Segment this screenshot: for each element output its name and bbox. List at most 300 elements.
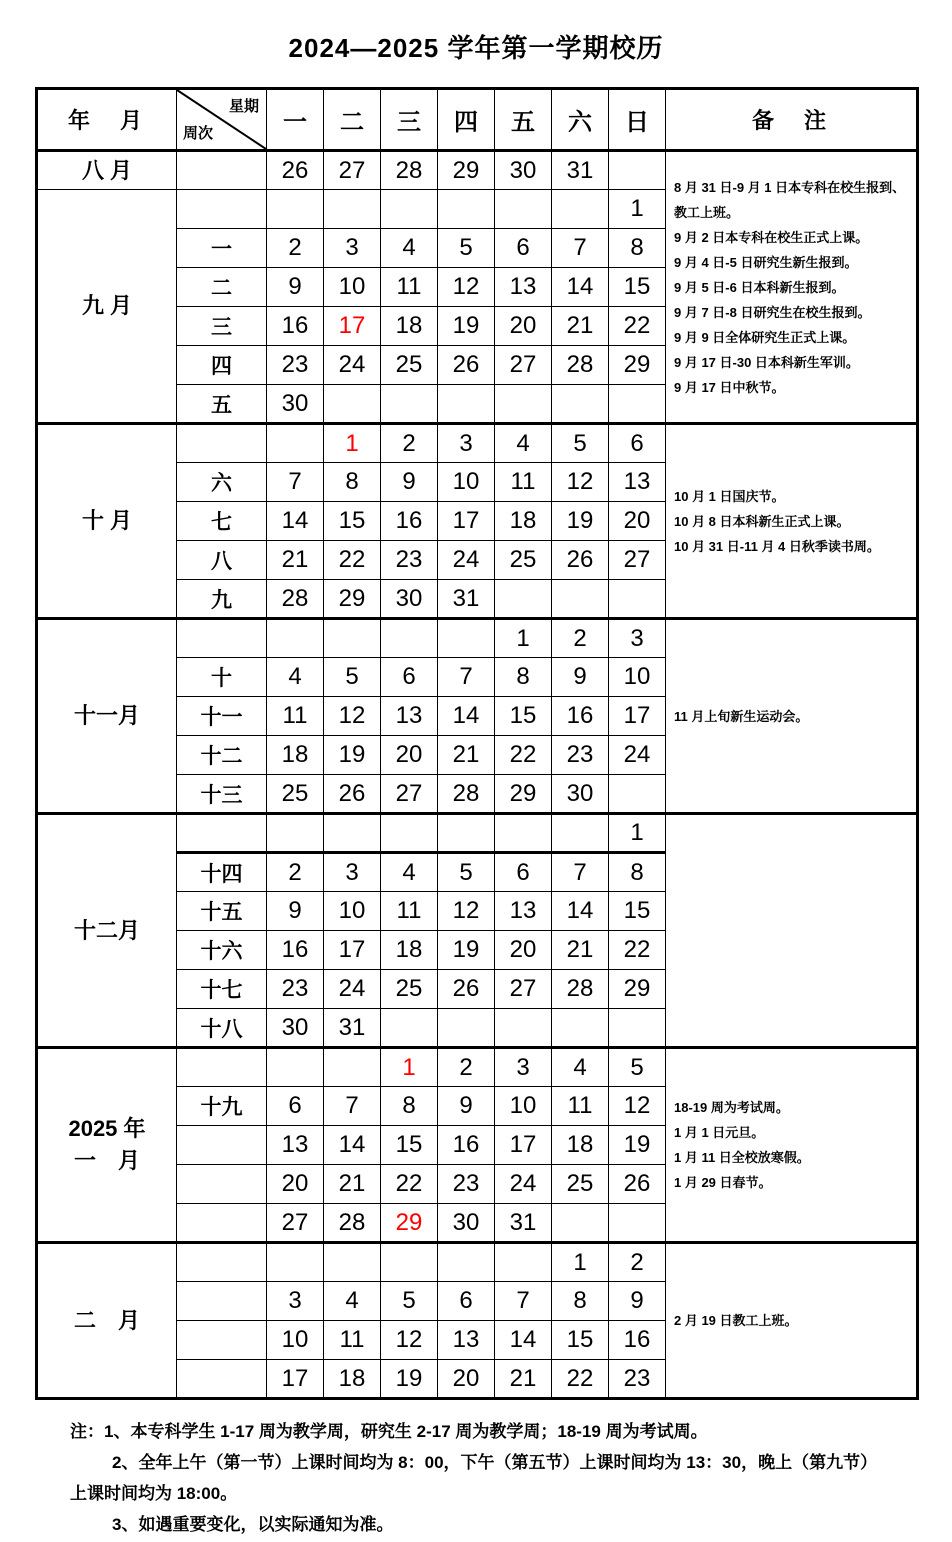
- remark-line: 10 月 8 日本科新生正式上课。: [674, 513, 850, 529]
- day-cell: 1: [609, 814, 666, 853]
- week-number-cell: 九: [177, 580, 267, 619]
- remark-line: 9 月 4 日-5 日研究生新生报到。: [674, 254, 858, 270]
- day-cell: 29: [324, 580, 381, 619]
- day-cell: 24: [324, 346, 381, 385]
- day-cell: 19: [609, 1126, 666, 1165]
- month-label: 十一月: [37, 619, 177, 814]
- day-cell: 14: [324, 1126, 381, 1165]
- day-cell: 19: [552, 502, 609, 541]
- day-cell: 6: [381, 658, 438, 697]
- day-cell: 30: [552, 775, 609, 814]
- day-cell: 1: [495, 619, 552, 658]
- day-cell: 31: [552, 151, 609, 190]
- day-cell: 18: [381, 931, 438, 970]
- calendar-body: [37, 151, 918, 1399]
- day-cell: 27: [381, 775, 438, 814]
- day-cell: [438, 385, 495, 424]
- day-cell: 3: [267, 1282, 324, 1321]
- day-cell: 14: [552, 892, 609, 931]
- day-cell: 18: [267, 736, 324, 775]
- day-cell: 9: [267, 268, 324, 307]
- day-cell: 29: [609, 970, 666, 1009]
- week-number-cell: [177, 1282, 267, 1321]
- day-cell: 11: [495, 463, 552, 502]
- day-cell: [324, 385, 381, 424]
- day-cell: 9: [552, 658, 609, 697]
- week-number-cell: 十六: [177, 931, 267, 970]
- day-cell: 26: [438, 346, 495, 385]
- day-cell: [381, 1009, 438, 1048]
- week-number-cell: 十五: [177, 892, 267, 931]
- calendar-row: [37, 424, 918, 463]
- day-cell: 8: [552, 1282, 609, 1321]
- day-cell: 7: [552, 229, 609, 268]
- day-cell: 26: [438, 970, 495, 1009]
- day-cell: 6: [495, 229, 552, 268]
- day-cell: 23: [552, 736, 609, 775]
- week-number-cell: [177, 1360, 267, 1399]
- day-cell: 5: [324, 658, 381, 697]
- week-number-cell: 八: [177, 541, 267, 580]
- day-cell: 2: [267, 853, 324, 892]
- day-cell: 8: [381, 1087, 438, 1126]
- week-number-cell: 十四: [177, 853, 267, 892]
- day-cell: 13: [438, 1321, 495, 1360]
- day-cell: 18: [552, 1126, 609, 1165]
- day-cell: 15: [552, 1321, 609, 1360]
- remarks-cell: [666, 1243, 918, 1399]
- day-cell: 28: [324, 1204, 381, 1243]
- day-cell: 23: [267, 970, 324, 1009]
- day-cell: 2: [552, 619, 609, 658]
- day-cell: 15: [324, 502, 381, 541]
- day-cell: 21: [438, 736, 495, 775]
- day-cell: 13: [495, 892, 552, 931]
- calendar-row: [37, 151, 918, 190]
- day-cell: 22: [609, 931, 666, 970]
- day-cell: 27: [609, 541, 666, 580]
- day-cell: 21: [267, 541, 324, 580]
- day-cell: [438, 1009, 495, 1048]
- day-cell: 4: [552, 1048, 609, 1087]
- day-cell: 15: [381, 1126, 438, 1165]
- day-cell: 3: [495, 1048, 552, 1087]
- day-cell: 10: [267, 1321, 324, 1360]
- week-number-cell: [177, 1321, 267, 1360]
- day-cell: 1: [552, 1243, 609, 1282]
- day-cell: 23: [609, 1360, 666, 1399]
- day-cell: 22: [552, 1360, 609, 1399]
- day-cell: [552, 1009, 609, 1048]
- week-number-cell: [177, 424, 267, 463]
- day-cell: 28: [552, 346, 609, 385]
- remark-line: 2 月 19 日教工上班。: [674, 1313, 798, 1328]
- day-cell: 20: [267, 1165, 324, 1204]
- day-cell: 4: [324, 1282, 381, 1321]
- day-cell: 10: [438, 463, 495, 502]
- day-cell: 25: [552, 1165, 609, 1204]
- week-number-cell: 七: [177, 502, 267, 541]
- day-cell: [324, 814, 381, 853]
- day-cell: 31: [438, 580, 495, 619]
- day-cell: [381, 1243, 438, 1282]
- day-cell: 27: [324, 151, 381, 190]
- remarks-cell: [666, 151, 918, 424]
- day-cell: 26: [267, 151, 324, 190]
- day-cell: 28: [438, 775, 495, 814]
- weekday-header-thu: 四: [438, 89, 495, 151]
- footnote-line: 3、如遇重要变化，以实际通知为准。: [112, 1515, 394, 1534]
- remark-line: 1 月 29 日春节。: [674, 1175, 772, 1190]
- calendar-table: [35, 87, 919, 1400]
- day-cell: 6: [495, 853, 552, 892]
- day-cell: 7: [324, 1087, 381, 1126]
- day-cell: 6: [267, 1087, 324, 1126]
- day-cell: 10: [495, 1087, 552, 1126]
- day-cell: 17: [324, 931, 381, 970]
- week-number-cell: 五: [177, 385, 267, 424]
- month-label: 十 月: [37, 424, 177, 619]
- day-cell: 1: [381, 1048, 438, 1087]
- week-number-cell: 十二: [177, 736, 267, 775]
- day-cell: 22: [495, 736, 552, 775]
- day-cell: 24: [495, 1165, 552, 1204]
- day-cell: 16: [267, 307, 324, 346]
- day-cell: 19: [324, 736, 381, 775]
- day-cell: [552, 190, 609, 229]
- day-cell: 8: [609, 229, 666, 268]
- day-cell: 23: [381, 541, 438, 580]
- day-cell: 9: [609, 1282, 666, 1321]
- day-cell: 22: [324, 541, 381, 580]
- remark-line: 1 月 11 日全校放寒假。: [674, 1150, 810, 1165]
- footnote-line: 2、全年上午（第一节）上课时间均为 8：00，下午（第五节）上课时间均为 13：30，晚上（第九节）: [112, 1453, 878, 1472]
- day-cell: 31: [324, 1009, 381, 1048]
- day-cell: 4: [381, 229, 438, 268]
- day-cell: [438, 619, 495, 658]
- day-cell: [438, 190, 495, 229]
- footnotes: [0, 1416, 952, 1540]
- day-cell: 29: [495, 775, 552, 814]
- day-cell: 14: [267, 502, 324, 541]
- day-cell: 15: [609, 892, 666, 931]
- day-cell: 28: [381, 151, 438, 190]
- day-cell: [267, 619, 324, 658]
- day-cell: 10: [609, 658, 666, 697]
- day-cell: 27: [267, 1204, 324, 1243]
- day-cell: 17: [267, 1360, 324, 1399]
- day-cell: 1: [324, 424, 381, 463]
- day-cell: [324, 190, 381, 229]
- month-label: 二 月: [37, 1243, 177, 1399]
- day-cell: 14: [495, 1321, 552, 1360]
- day-cell: 20: [495, 307, 552, 346]
- calendar-row: [37, 814, 918, 853]
- day-cell: 10: [324, 892, 381, 931]
- day-cell: 7: [552, 853, 609, 892]
- day-cell: 8: [609, 853, 666, 892]
- day-cell: [552, 1204, 609, 1243]
- day-cell: 19: [438, 307, 495, 346]
- day-cell: 21: [495, 1360, 552, 1399]
- remark-line: 9 月 7 日-8 日研究生在校生报到。: [674, 304, 871, 320]
- day-cell: 13: [495, 268, 552, 307]
- remarks-header: 备 注: [666, 89, 918, 151]
- day-cell: 20: [381, 736, 438, 775]
- day-cell: 18: [495, 502, 552, 541]
- header-row: [37, 89, 918, 151]
- day-cell: 10: [324, 268, 381, 307]
- day-cell: 16: [609, 1321, 666, 1360]
- day-cell: 20: [438, 1360, 495, 1399]
- day-cell: [495, 190, 552, 229]
- day-cell: 12: [438, 892, 495, 931]
- day-cell: 11: [381, 268, 438, 307]
- day-cell: 12: [609, 1087, 666, 1126]
- day-cell: 17: [609, 697, 666, 736]
- day-cell: 16: [267, 931, 324, 970]
- remark-line: 9 月 2 日本专科在校生正式上课。: [674, 229, 869, 245]
- calendar-row: [37, 619, 918, 658]
- day-cell: [609, 775, 666, 814]
- day-cell: 9: [267, 892, 324, 931]
- day-cell: 30: [381, 580, 438, 619]
- day-cell: 30: [438, 1204, 495, 1243]
- day-cell: 13: [609, 463, 666, 502]
- day-cell: [267, 424, 324, 463]
- footnote-line: 上课时间均为 18:00。: [70, 1484, 238, 1503]
- day-cell: 9: [438, 1087, 495, 1126]
- day-cell: 3: [324, 229, 381, 268]
- year-month-header: 年 月: [37, 89, 177, 151]
- weekday-axis-label: 星期: [228, 98, 259, 115]
- day-cell: 23: [267, 346, 324, 385]
- day-cell: 4: [495, 424, 552, 463]
- day-cell: 2: [267, 229, 324, 268]
- month-label: 八 月: [37, 151, 177, 190]
- day-cell: 1: [609, 190, 666, 229]
- day-cell: 18: [324, 1360, 381, 1399]
- weekday-header-tue: 二: [324, 89, 381, 151]
- day-cell: 13: [267, 1126, 324, 1165]
- day-cell: [552, 814, 609, 853]
- day-cell: 6: [609, 424, 666, 463]
- month-label: 2025 年 一 月: [37, 1048, 177, 1243]
- week-number-cell: [177, 1126, 267, 1165]
- remark-line: 9 月 17 日中秋节。: [674, 379, 785, 395]
- day-cell: 11: [381, 892, 438, 931]
- day-cell: 21: [552, 931, 609, 970]
- remarks-cell: [666, 1048, 918, 1243]
- day-cell: [552, 385, 609, 424]
- day-cell: [609, 385, 666, 424]
- day-cell: [267, 814, 324, 853]
- day-cell: 3: [609, 619, 666, 658]
- day-cell: [609, 151, 666, 190]
- day-cell: [324, 1243, 381, 1282]
- day-cell: 3: [324, 853, 381, 892]
- remarks-cell: [666, 619, 918, 814]
- remark-line: 9 月 5 日-6 日本科新生报到。: [674, 279, 845, 295]
- day-cell: 11: [324, 1321, 381, 1360]
- day-cell: 12: [438, 268, 495, 307]
- remark-line: 8 月 31 日-9 月 1 日本专科在校生报到、: [674, 179, 906, 195]
- day-cell: [495, 580, 552, 619]
- day-cell: [438, 814, 495, 853]
- weekday-header-mon: 一: [267, 89, 324, 151]
- day-cell: 6: [438, 1282, 495, 1321]
- weekday-header-sat: 六: [552, 89, 609, 151]
- day-cell: [495, 385, 552, 424]
- weekday-header-wed: 三: [381, 89, 438, 151]
- week-number-cell: 十八: [177, 1009, 267, 1048]
- day-cell: 5: [381, 1282, 438, 1321]
- day-cell: 19: [381, 1360, 438, 1399]
- weeknum-axis-label: 周次: [183, 125, 214, 142]
- week-number-cell: 二: [177, 268, 267, 307]
- day-cell: 12: [324, 697, 381, 736]
- day-cell: 24: [438, 541, 495, 580]
- week-number-cell: [177, 1165, 267, 1204]
- day-cell: 30: [267, 385, 324, 424]
- day-cell: 15: [609, 268, 666, 307]
- day-cell: 25: [267, 775, 324, 814]
- weekday-header-sun: 日: [609, 89, 666, 151]
- day-cell: 12: [552, 463, 609, 502]
- day-cell: [324, 1048, 381, 1087]
- day-cell: 5: [438, 229, 495, 268]
- day-cell: 25: [381, 346, 438, 385]
- day-cell: 30: [267, 1009, 324, 1048]
- day-cell: 8: [324, 463, 381, 502]
- week-number-cell: 十七: [177, 970, 267, 1009]
- day-cell: [552, 580, 609, 619]
- day-cell: [609, 580, 666, 619]
- day-cell: 3: [438, 424, 495, 463]
- day-cell: 26: [609, 1165, 666, 1204]
- day-cell: 5: [552, 424, 609, 463]
- day-cell: 17: [438, 502, 495, 541]
- remark-line: 1 月 1 日元旦。: [674, 1125, 765, 1140]
- day-cell: 13: [381, 697, 438, 736]
- day-cell: 2: [381, 424, 438, 463]
- week-number-cell: [177, 1243, 267, 1282]
- day-cell: [609, 1204, 666, 1243]
- week-number-cell: 一: [177, 229, 267, 268]
- remark-line: 10 月 1 日国庆节。: [674, 488, 785, 504]
- day-cell: 17: [324, 307, 381, 346]
- day-cell: [381, 385, 438, 424]
- day-cell: 16: [552, 697, 609, 736]
- week-number-cell: 四: [177, 346, 267, 385]
- day-cell: 19: [438, 931, 495, 970]
- day-cell: 25: [381, 970, 438, 1009]
- day-cell: 25: [495, 541, 552, 580]
- week-number-cell: [177, 1204, 267, 1243]
- day-cell: 16: [381, 502, 438, 541]
- day-cell: 29: [381, 1204, 438, 1243]
- month-label: 九 月: [37, 190, 177, 424]
- day-cell: [609, 1009, 666, 1048]
- day-cell: [324, 619, 381, 658]
- calendar-row: [37, 1048, 918, 1087]
- day-cell: 21: [552, 307, 609, 346]
- day-cell: 16: [438, 1126, 495, 1165]
- week-number-cell: 三: [177, 307, 267, 346]
- day-cell: 22: [381, 1165, 438, 1204]
- remark-line: 9 月 9 日全体研究生正式上课。: [674, 329, 856, 345]
- day-cell: 17: [495, 1126, 552, 1165]
- day-cell: [381, 814, 438, 853]
- footnote-line: 注：1、本专科学生 1-17 周为教学周，研究生 2-17 周为教学周；18-19 周为考试周。: [70, 1422, 708, 1441]
- week-number-cell: [177, 814, 267, 853]
- day-cell: [381, 619, 438, 658]
- remark-line: 教工上班。: [674, 204, 740, 220]
- day-cell: 31: [495, 1204, 552, 1243]
- day-cell: 29: [438, 151, 495, 190]
- day-cell: 20: [609, 502, 666, 541]
- day-cell: [267, 1243, 324, 1282]
- day-cell: [438, 1243, 495, 1282]
- day-cell: 11: [552, 1087, 609, 1126]
- day-cell: 29: [609, 346, 666, 385]
- day-cell: 27: [495, 346, 552, 385]
- remark-line: 10 月 31 日-11 月 4 日秋季读书周。: [674, 538, 880, 554]
- week-number-cell: [177, 151, 267, 190]
- weekday-header-fri: 五: [495, 89, 552, 151]
- day-cell: 4: [381, 853, 438, 892]
- day-cell: 24: [324, 970, 381, 1009]
- week-number-cell: [177, 619, 267, 658]
- day-cell: [267, 190, 324, 229]
- day-cell: [381, 190, 438, 229]
- day-cell: 15: [495, 697, 552, 736]
- day-cell: [495, 1243, 552, 1282]
- day-cell: 20: [495, 931, 552, 970]
- remarks-cell: [666, 424, 918, 619]
- week-number-cell: 十: [177, 658, 267, 697]
- day-cell: 5: [438, 853, 495, 892]
- day-cell: 4: [267, 658, 324, 697]
- day-cell: [495, 814, 552, 853]
- day-cell: 14: [552, 268, 609, 307]
- day-cell: [495, 1009, 552, 1048]
- day-cell: 28: [552, 970, 609, 1009]
- day-cell: 7: [438, 658, 495, 697]
- month-label: 十二月: [37, 814, 177, 1048]
- day-cell: 21: [324, 1165, 381, 1204]
- week-number-cell: 六: [177, 463, 267, 502]
- calendar-row: [37, 1243, 918, 1282]
- day-cell: 2: [438, 1048, 495, 1087]
- day-cell: 27: [495, 970, 552, 1009]
- day-cell: 14: [438, 697, 495, 736]
- day-cell: 26: [324, 775, 381, 814]
- week-number-cell: [177, 1048, 267, 1087]
- weekday-weeknum-diagonal-header: [177, 89, 267, 151]
- day-cell: 11: [267, 697, 324, 736]
- remark-line: 18-19 周为考试周。: [674, 1100, 789, 1115]
- day-cell: 5: [609, 1048, 666, 1087]
- week-number-cell: 十一: [177, 697, 267, 736]
- day-cell: 12: [381, 1321, 438, 1360]
- day-cell: 8: [495, 658, 552, 697]
- week-number-cell: [177, 190, 267, 229]
- day-cell: 22: [609, 307, 666, 346]
- day-cell: 28: [267, 580, 324, 619]
- page-title: 2024—2025 学年第一学期校历: [288, 33, 664, 63]
- day-cell: 2: [609, 1243, 666, 1282]
